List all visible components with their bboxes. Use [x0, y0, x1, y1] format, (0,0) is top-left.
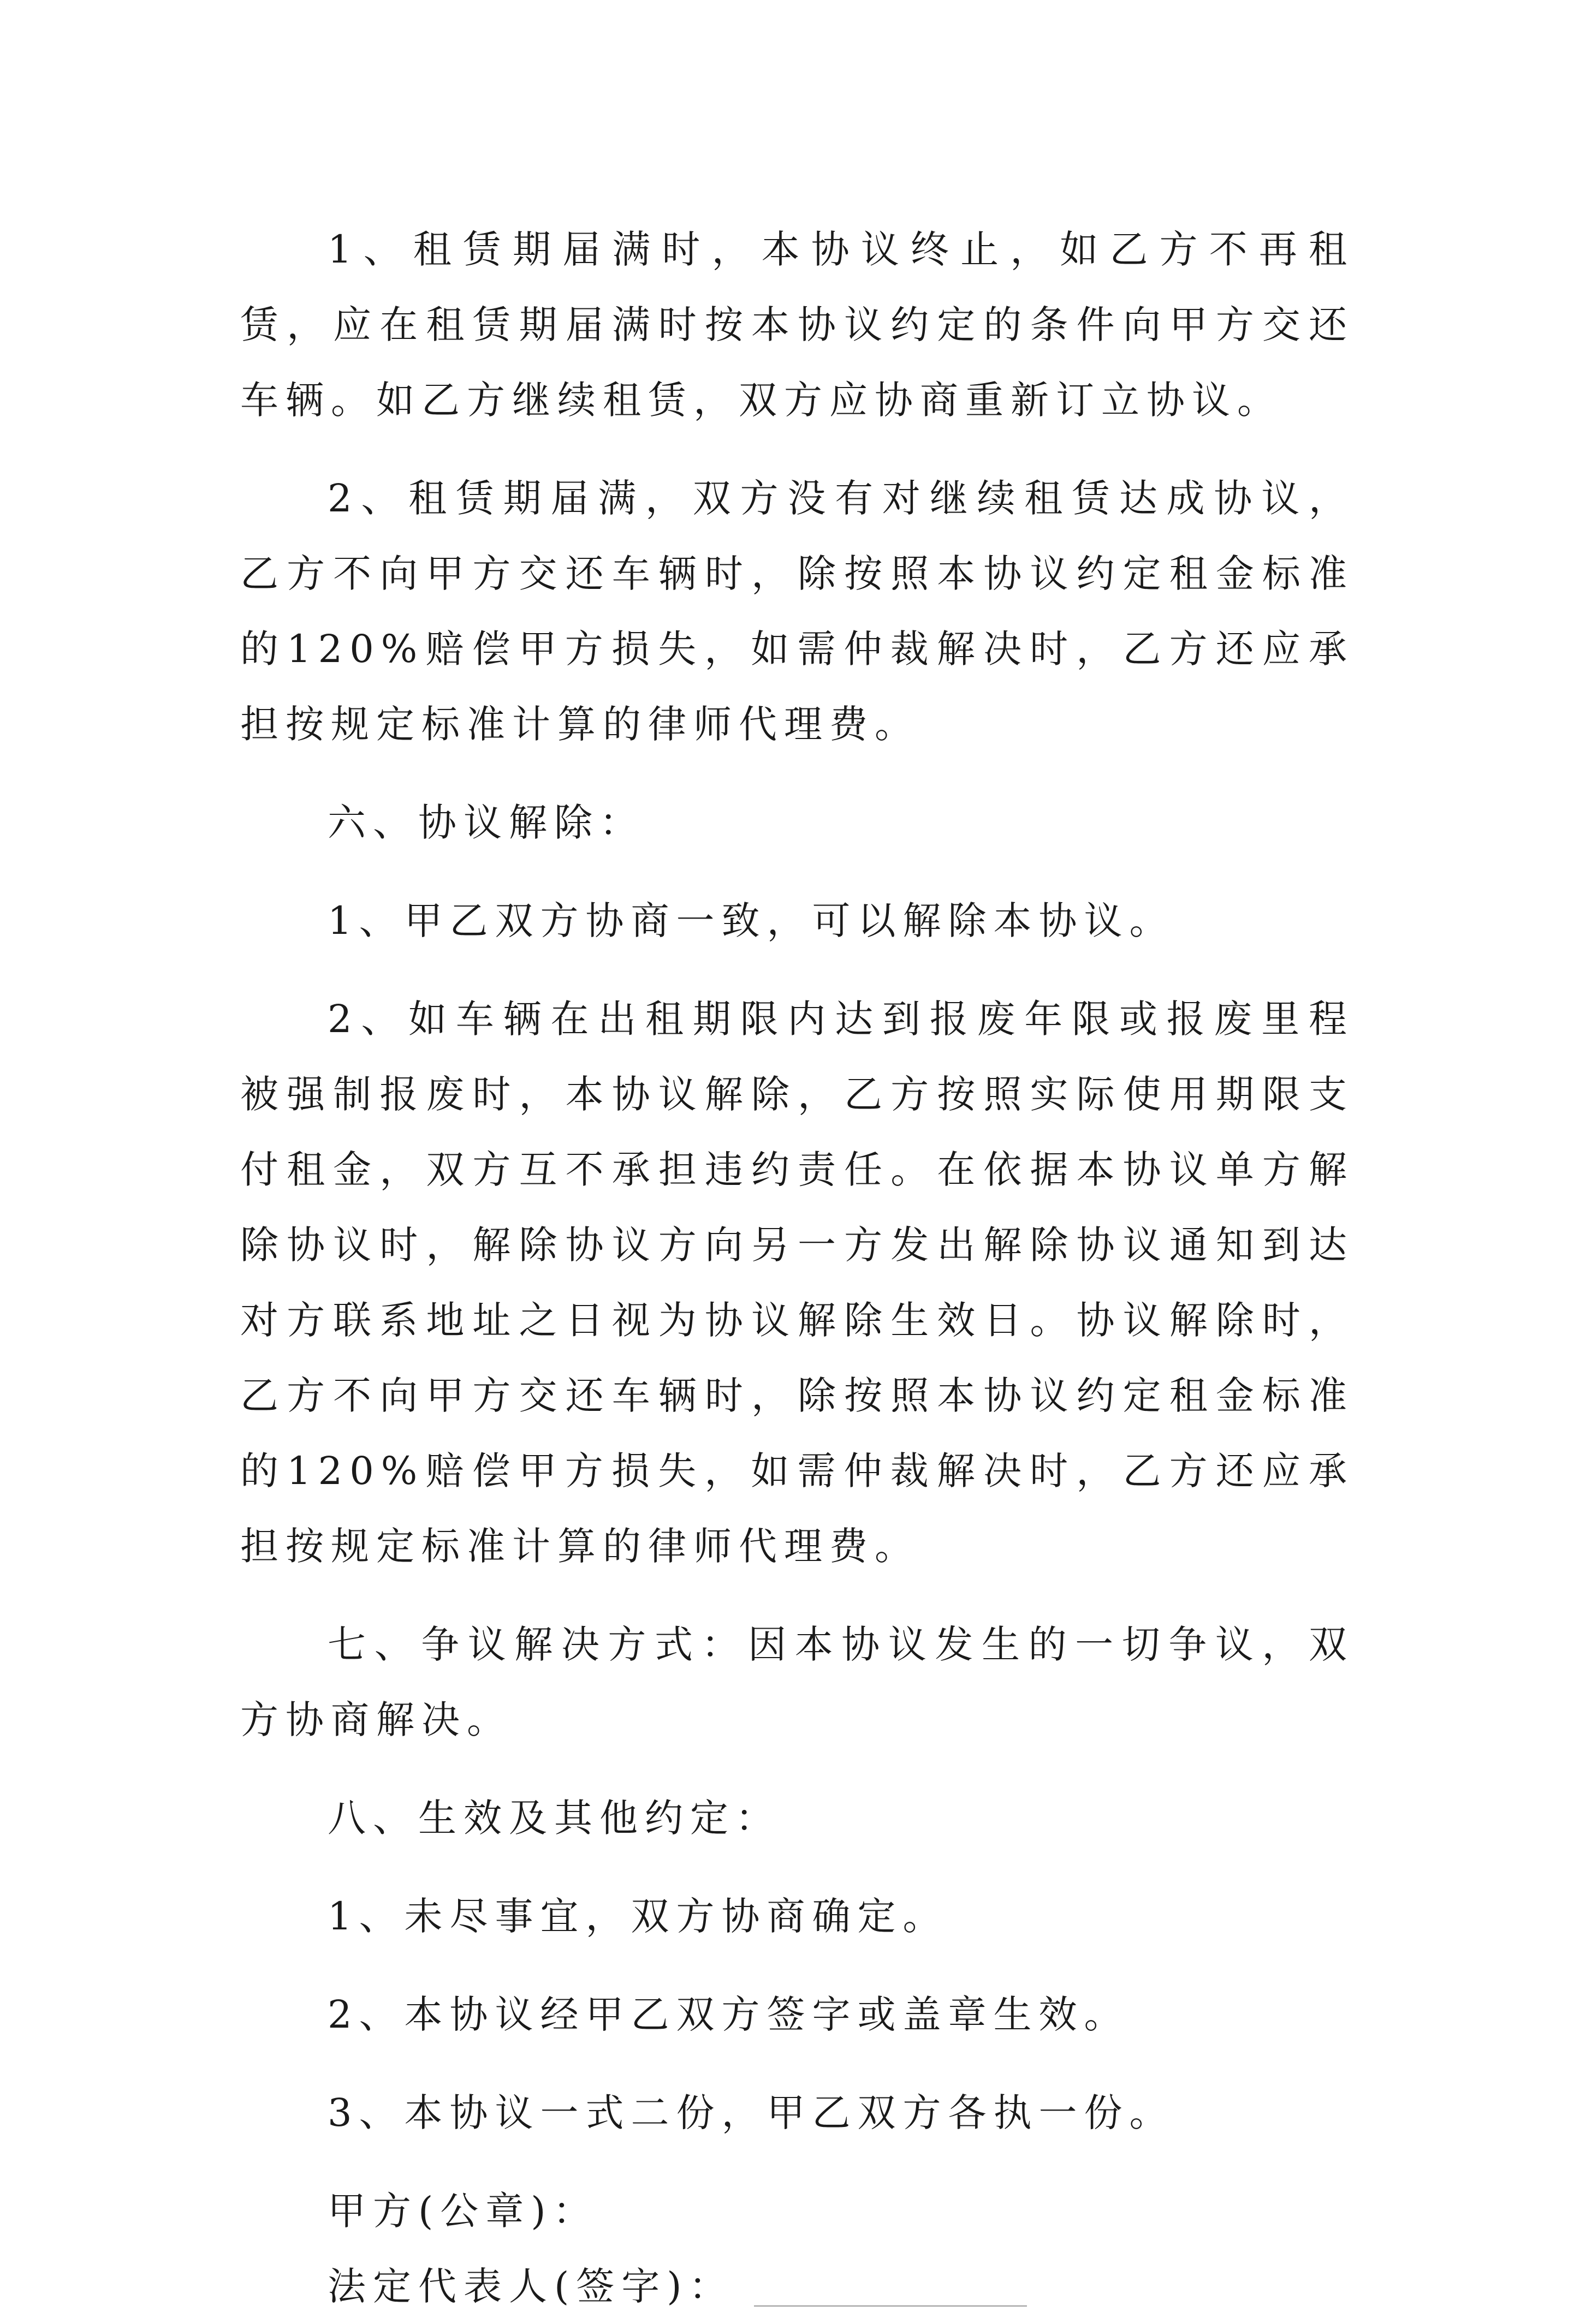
clause-lease-expiry-no-return: 2、租赁期届满，双方没有对继续租赁达成协议，乙方不向甲方交还车辆时，除按照本协议约定租金标准的120%赔偿甲方损失，如需仲裁解决时，乙方还应承担按规定标准计算的律师代理费。: [240, 476, 1354, 747]
clause-lease-expiry-termination: 1、租赁期届满时，本协议终止，如乙方不再租赁，应在租赁期届满时按本协议约定的条件向甲方交还车辆。如乙方继续租赁，双方应协商重新订立协议。: [240, 227, 1354, 422]
party-a-seal-label: 甲方(公章)：: [328, 2189, 598, 2233]
clause-mutual-termination: 1、甲乙双方协商一致，可以解除本协议。: [328, 898, 1175, 943]
section-heading-effectiveness: 八、生效及其他约定：: [328, 1796, 781, 1840]
legal-representative-row: [240, 2249, 1354, 2324]
clause-scrap-termination: 2、如车辆在出租期限内达到报废年限或报废里程被强制报废时，本协议解除，乙方按照实际使用期限支付租金，双方互不承担违约责任。在依据本协议单方解除协议时，解除协议方向另一方发出解除协议通知到达对方联系地址之日视为协议解除生效日。协议解除时，乙方不向甲方交还车辆时，除按照本协议约定租金标准的120%赔偿甲方损失，如需仲裁解决时，乙方还应承担按规定标准计算的律师代理费。: [240, 997, 1354, 1569]
legal-representative-label: 法定代表人(签字)：: [328, 2264, 734, 2309]
clause-signature-effect: 2、本协议经甲乙双方签字或盖章生效。: [328, 1992, 1130, 2037]
clause-unresolved-matters: 1、未尽事宜，双方协商确定。: [328, 1894, 948, 1939]
section-heading-termination: 六、协议解除：: [328, 800, 645, 845]
section-heading-dispute-resolution: 七、争议解决方式：因本协议发生的一切争议，双方协商解决。: [240, 1622, 1354, 1742]
document-page: [240, 212, 1354, 2324]
signature-line: [754, 2305, 1027, 2307]
clause-copies: 3、本协议一式二份，甲乙双方各执一份。: [328, 2090, 1175, 2135]
